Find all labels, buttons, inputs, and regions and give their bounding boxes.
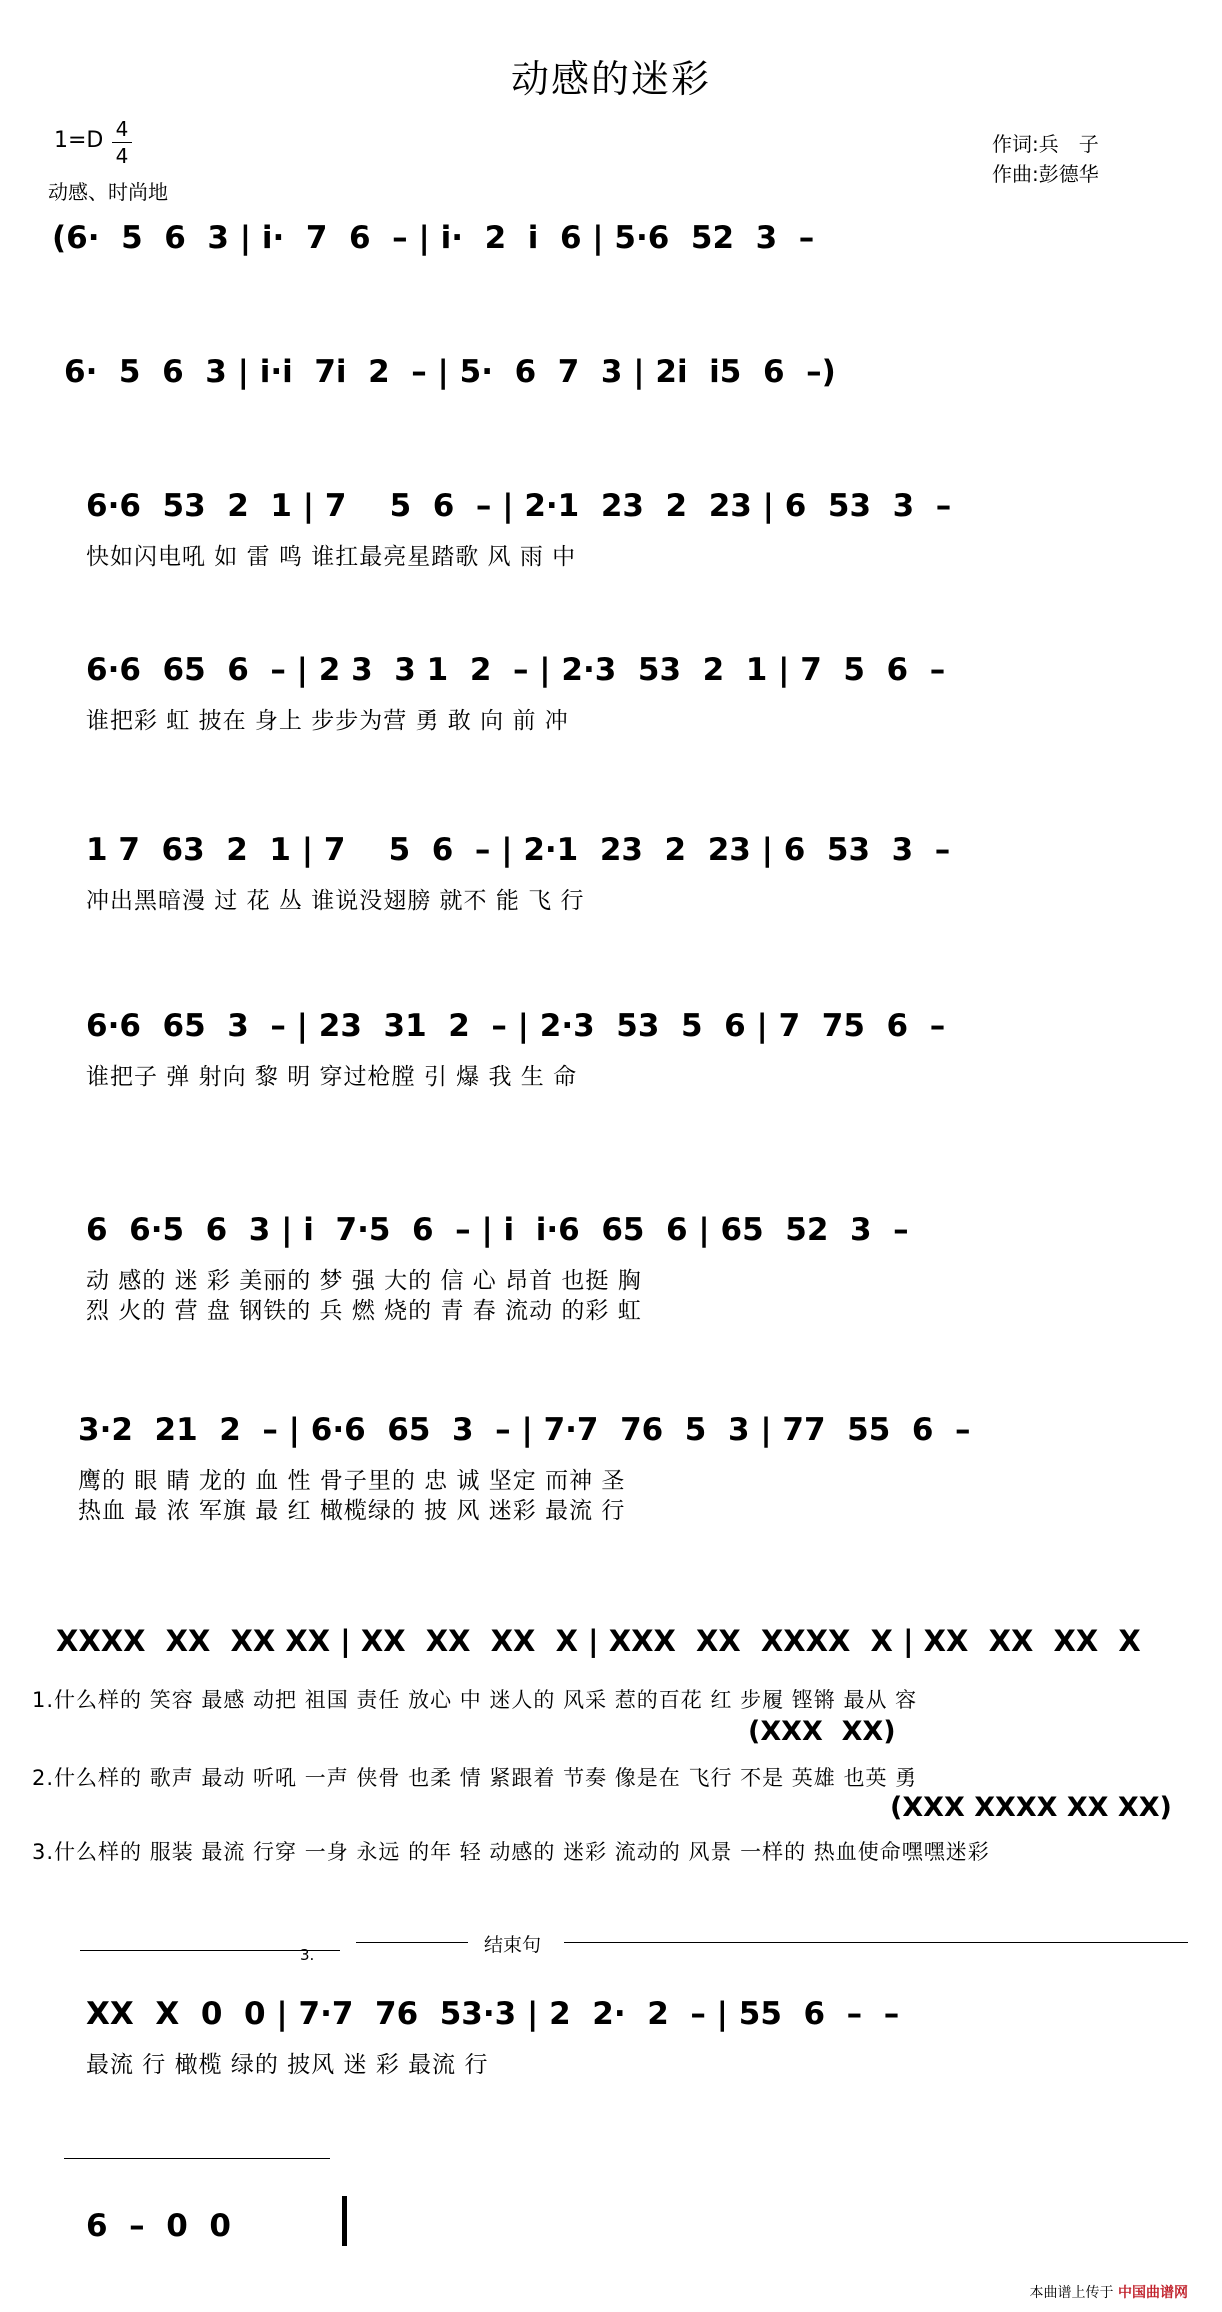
volta-label: 3.: [300, 1946, 315, 1964]
system-9-verse-3: 3.什么样的 服装 最流 行穿 一身 永远 的年 轻 动感的 迷彩 流动的 风景 一样的 热血使命嘿嘿迷彩: [32, 1840, 990, 1864]
ending-line-right: [564, 1942, 1188, 1943]
song-title: 动感的迷彩: [510, 57, 711, 101]
system-1-notes: (6· 5 6 3 | i· 7 6 – | i· 2 i 6 | 5·6 52 3 –: [52, 220, 815, 256]
system-9-insert-2: (XXX XXXX XX XX): [890, 1792, 1172, 1823]
system-3-lyrics: 快如闪电吼 如 雷 鸣 谁扛最亮星踏歌 风 雨 中: [86, 544, 577, 570]
system-5-lyrics: 冲出黑暗漫 过 花 丛 谁说没翅膀 就不 能 飞 行: [86, 888, 585, 914]
system-3-notes: 6·6 53 2 1 | 7 5 6 – | 2·1 23 2 23 | 6 53 3 –: [86, 488, 952, 524]
tie-continuation: [64, 2158, 330, 2159]
system-11-notes: 6 – 0 0: [86, 2208, 231, 2244]
ending-label: 结束句: [484, 1934, 542, 1956]
system-9-notes: XXXX XX XX XX | XX XX XX X | XXX XX XXXX X | XX XX XX X: [56, 1624, 1141, 1658]
system-6-lyrics: 谁把子 弹 射向 黎 明 穿过枪膛 引 爆 我 生 命: [86, 1064, 578, 1090]
system-6-notes: 6·6 65 3 – | 23 31 2 – | 2·3 53 5 6 | 7 75 6 –: [86, 1008, 946, 1044]
system-4-lyrics: 谁把彩 虹 披在 身上 步步为营 勇 敢 向 前 冲: [86, 708, 569, 734]
system-5-notes: 1 7 63 2 1 | 7 5 6 – | 2·1 23 2 23 | 6 53 3 –: [86, 832, 951, 868]
time-numerator: 4: [115, 117, 129, 141]
system-7-lyrics-2: 烈 火的 营 盘 钢铁的 兵 燃 烧的 青 春 流动 的彩 虹: [86, 1298, 642, 1324]
time-denominator: 4: [115, 144, 129, 168]
system-8-lyrics-1: 鹰的 眼 睛 龙的 血 性 骨子里的 忠 诚 坚定 而神 圣: [78, 1468, 626, 1494]
brand-logo: 中国曲谱网: [1118, 2285, 1188, 2301]
system-9-verse-1: 1.什么样的 笑容 最感 动把 祖国 责任 放心 中 迷人的 风采 惹的百花 红 步履 铿锵 最从 容: [32, 1688, 918, 1712]
system-7-notes: 6 6·5 6 3 | i 7·5 6 – | i i·6 65 6 | 65 52 3 –: [86, 1212, 909, 1248]
system-8-notes: 3·2 21 2 – | 6·6 65 3 – | 7·7 76 5 3 | 77 55 6 –: [78, 1412, 971, 1448]
tempo-mood: 动感、时尚地: [48, 180, 168, 204]
system-9-insert-1: (XXX XX): [748, 1716, 896, 1747]
system-2-notes: 6· 5 6 3 | i·i 7i 2 – | 5· 6 7 3 | 2i i5 6 –): [64, 354, 836, 390]
system-7-lyrics-1: 动 感的 迷 彩 美丽的 梦 强 大的 信 心 昂首 也挺 胸: [86, 1268, 642, 1294]
ending-line-left: [356, 1942, 468, 1943]
system-10-lyrics: 最流 行 橄榄 绿的 披风 迷 彩 最流 行: [86, 2052, 489, 2078]
composer: 作曲:彭德华: [992, 162, 1099, 186]
system-9-verse-2: 2.什么样的 歌声 最动 听吼 一声 侠骨 也柔 情 紧跟着 节奏 像是在 飞行 不是 英雄 也英 勇: [32, 1766, 918, 1790]
system-10-notes: XX X 0 0 | 7·7 76 53·3 | 2 2· 2 – | 55 6 – –: [86, 1996, 900, 2032]
system-8-lyrics-2: 热血 最 浓 军旗 最 红 橄榄绿的 披 风 迷彩 最流 行: [78, 1498, 626, 1524]
footer-text: 本曲谱上传于: [1029, 2285, 1114, 2301]
lyricist: 作词:兵 子: [992, 132, 1099, 156]
time-signature: [112, 116, 132, 169]
final-barline: [342, 2196, 347, 2246]
key-signature: 1=D: [54, 128, 104, 153]
footer: [1030, 2282, 1188, 2302]
system-4-notes: 6·6 65 6 – | 2 3 3 1 2 – | 2·3 53 2 1 | 7 5 6 –: [86, 652, 946, 688]
